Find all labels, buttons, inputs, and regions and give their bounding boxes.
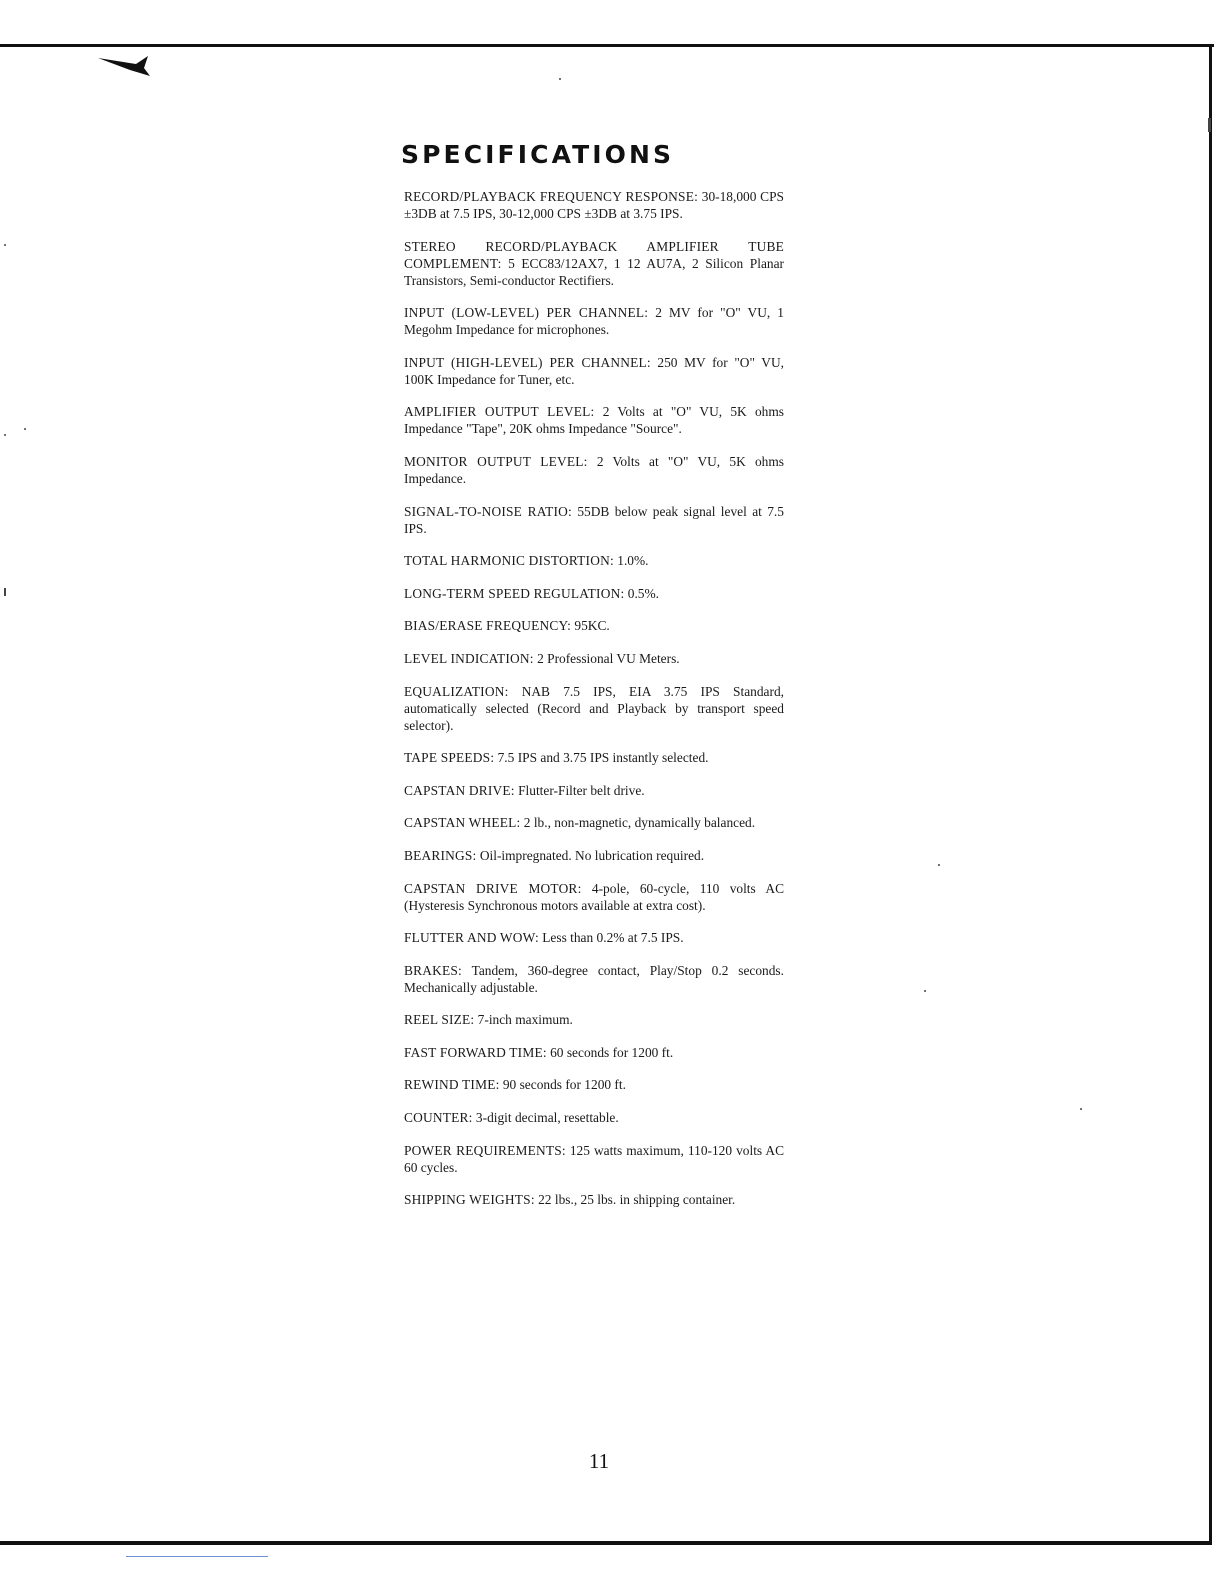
spec-label: INPUT (HIGH-LEVEL) PER CHANNEL: xyxy=(404,354,651,370)
spec-label: POWER REQUIREMENTS: xyxy=(404,1142,566,1158)
spec-label: SHIPPING WEIGHTS: xyxy=(404,1192,535,1208)
spec-label: RECORD/PLAYBACK FREQUENCY RESPONSE: xyxy=(404,189,698,204)
spec-item xyxy=(404,1076,784,1093)
spec-item xyxy=(404,1109,784,1126)
spec-value: 1.0%. xyxy=(617,553,649,569)
spec-value: 55DB below peak signal level at 7.5 IPS. xyxy=(404,503,784,536)
spec-label: TAPE SPEEDS: xyxy=(404,750,495,766)
spec-value: Oil-impregnated. No lubrication required. xyxy=(479,847,705,863)
spec-label: CAPSTAN DRIVE MOTOR: xyxy=(404,880,582,896)
spec-label: TOTAL HARMONIC DISTORTION: xyxy=(404,553,614,569)
spec-value: 7.5 IPS and 3.75 IPS instantly selected. xyxy=(497,750,709,766)
spec-value: 60 seconds for 1200 ft. xyxy=(550,1044,674,1060)
spec-label: FLUTTER AND WOW: xyxy=(404,930,539,946)
spec-value: 0.5%. xyxy=(627,585,659,601)
spec-value: 7-inch maximum. xyxy=(477,1012,573,1028)
spec-label: INPUT (LOW-LEVEL) PER CHANNEL: xyxy=(404,305,649,321)
spec-value: 22 lbs., 25 lbs. in shipping container. xyxy=(538,1192,736,1208)
spec-value: 250 MV for "O" VU, 100K Impedance for Tuner, etc. xyxy=(404,354,784,387)
corner-mark-icon xyxy=(96,52,156,80)
spec-label: AMPLIFIER OUTPUT LEVEL: xyxy=(404,404,595,420)
spec-item xyxy=(404,453,784,487)
spec-item xyxy=(404,304,784,338)
spec-item xyxy=(404,749,784,766)
spec-item xyxy=(404,354,784,388)
spec-label: BRAKES: xyxy=(404,962,462,978)
spec-label: STEREO RECORD/PLAYBACK AMPLIFIER TUBE COMPLEMENT: xyxy=(404,238,784,271)
scan-top-border xyxy=(0,44,1214,47)
spec-item xyxy=(404,503,784,537)
scan-speck xyxy=(4,588,6,596)
scan-speck xyxy=(1208,118,1211,132)
scan-speck xyxy=(4,434,6,436)
spec-value: 2 MV for "O" VU, 1 Megohm Impedance for microphones. xyxy=(404,305,784,338)
spec-value: 90 seconds for 1200 ft. xyxy=(502,1077,626,1093)
spec-value: Less than 0.2% at 7.5 IPS. xyxy=(542,930,684,946)
spec-label: BIAS/ERASE FREQUENCY: xyxy=(404,618,572,634)
spec-item xyxy=(404,929,784,946)
scan-speck xyxy=(1080,1108,1082,1110)
spec-value: 95KC. xyxy=(574,618,610,634)
spec-value: 3-digit decimal, resettable. xyxy=(475,1110,619,1126)
page-number: 11 xyxy=(588,1449,610,1473)
spec-label: REWIND TIME: xyxy=(404,1077,500,1093)
spec-value: 30-18,000 CPS ±3DB at 7.5 IPS, 30-12,000 CPS ±3DB at 3.75 IPS. xyxy=(404,189,784,221)
spec-value: Flutter-Filter belt drive. xyxy=(518,782,645,798)
spec-item xyxy=(404,1011,784,1028)
scan-speck xyxy=(559,78,561,80)
spec-label: CAPSTAN DRIVE: xyxy=(404,782,515,798)
scan-right-border xyxy=(1209,44,1212,1544)
spec-item xyxy=(404,650,784,667)
spec-item xyxy=(404,238,784,289)
spec-item xyxy=(404,403,784,437)
spec-value: 2 Volts at "O" VU, 5K ohms Impedance. xyxy=(404,453,784,486)
spec-value: 125 watts maximum, 110-120 volts AC 60 cycles. xyxy=(404,1142,785,1175)
spec-item xyxy=(404,683,784,734)
spec-item xyxy=(404,617,784,634)
spec-label: COUNTER: xyxy=(404,1110,473,1126)
spec-item xyxy=(404,847,784,864)
scan-bottom-border xyxy=(0,1541,1212,1545)
spec-item xyxy=(404,814,784,831)
spec-value: 2 Volts at "O" VU, 5K ohms Impedance "Tape", 20K ohms Impedance "Source". xyxy=(404,404,784,437)
spec-label: REEL SIZE: xyxy=(404,1012,475,1028)
spec-label: LONG-TERM SPEED REGULATION: xyxy=(404,585,625,601)
spec-label: EQUALIZATION: xyxy=(404,683,509,699)
spec-label: LEVEL INDICATION: xyxy=(404,650,534,666)
scan-speck xyxy=(4,244,6,246)
spec-item xyxy=(404,552,784,569)
spec-item xyxy=(404,188,784,222)
spec-value: 2 lb., non-magnetic, dynamically balanced. xyxy=(523,815,756,831)
scan-speck xyxy=(924,990,926,992)
scan-speck xyxy=(24,428,26,430)
spec-value: 2 Professional VU Meters. xyxy=(537,650,680,666)
spec-item xyxy=(404,1191,784,1208)
spec-label: CAPSTAN WHEEL: xyxy=(404,815,521,831)
scan-speck xyxy=(938,864,940,866)
spec-item xyxy=(404,1044,784,1061)
spec-item xyxy=(404,585,784,602)
spec-value: Tandem, 360-degree contact, Play/Stop 0.2 seconds. Mechanically adjustable. xyxy=(404,962,784,995)
spec-value: 5 ECC83/12AX7, 1 12 AU7A, 2 Silicon Planar Transistors, Semi-conductor Rectifiers. xyxy=(404,255,784,288)
spec-value: 4-pole, 60-cycle, 110 volts AC (Hysteresis Synchronous motors available at extra cost). xyxy=(404,880,784,913)
page-title: SPECIFICATIONS xyxy=(401,140,675,169)
spec-item xyxy=(404,962,784,996)
spec-value: NAB 7.5 IPS, EIA 3.75 IPS Standard, automatically selected (Record and Playback by transport speed selector). xyxy=(404,683,784,733)
spec-label: FAST FORWARD TIME: xyxy=(404,1044,547,1060)
spec-item xyxy=(404,782,784,799)
spec-item xyxy=(404,1142,784,1176)
spec-item xyxy=(404,880,784,914)
scan-blue-line xyxy=(126,1556,268,1557)
spec-label: BEARINGS: xyxy=(404,847,477,863)
spec-label: SIGNAL-TO-NOISE RATIO: xyxy=(404,503,572,519)
spec-label: MONITOR OUTPUT LEVEL: xyxy=(404,453,588,469)
specifications-list xyxy=(404,188,784,1224)
